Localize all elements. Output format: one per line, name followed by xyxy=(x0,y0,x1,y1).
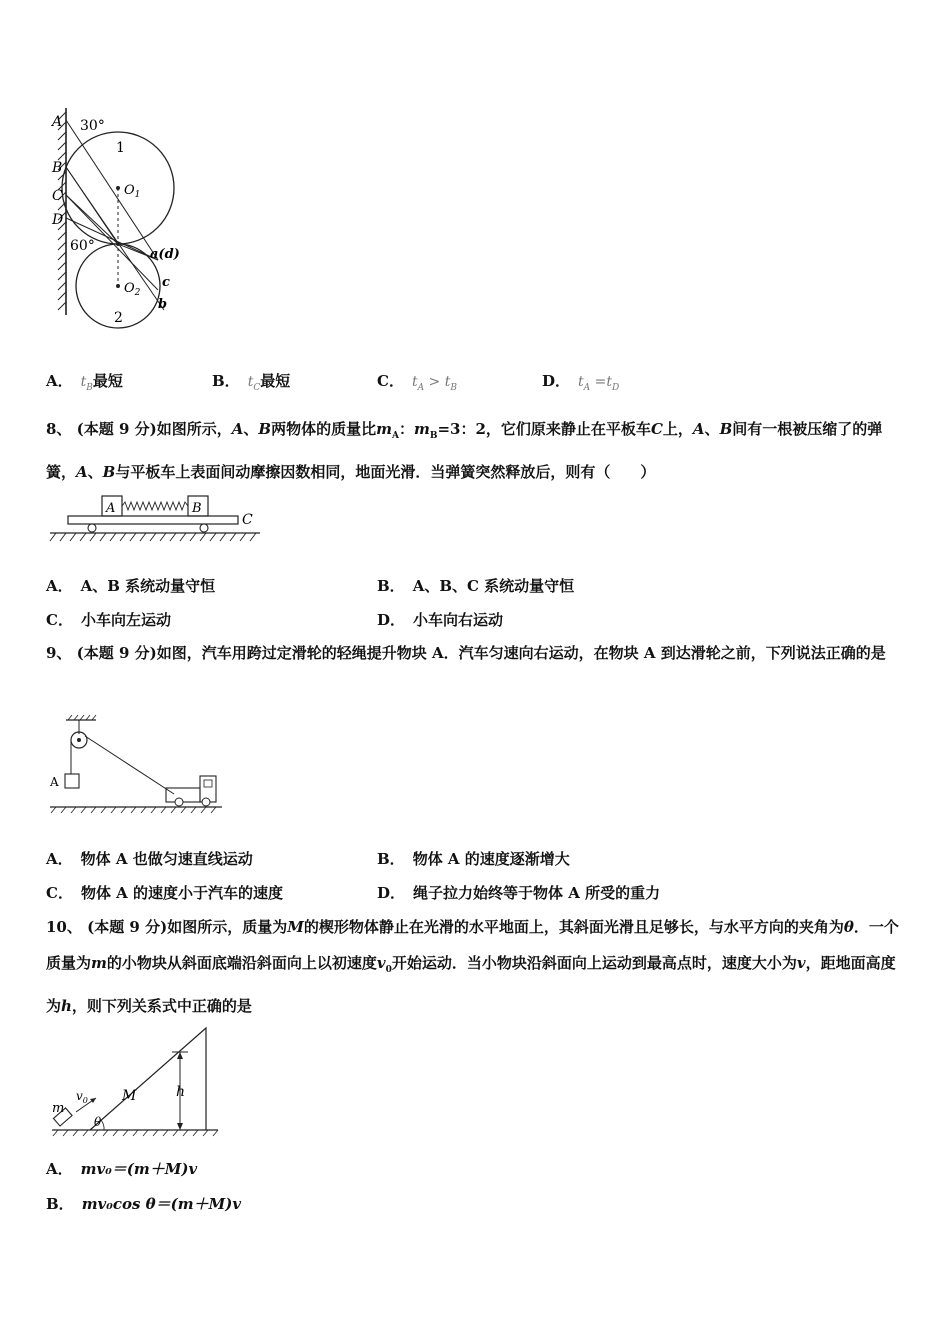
q9-stem: 9、 (本题 9 分)如图，汽车用跨过定滑轮的轻绳提升物块 A．汽车匀速向右运动，在物块 A 到达滑轮之前，下列说法正确的是 xyxy=(46,644,886,662)
q7-center2-label: $O_2$ xyxy=(124,281,141,298)
q8-option-c[interactable]: C． 小车向左运动 xyxy=(46,611,171,629)
q8-stem: 8、 (本题 9 分)如图所示，A、B两物体的质量比$m_A$：$m_B=3$：2，它们原来静止在平板车C上，A、B间有一根被压缩了的弹簧，A、B与平板车上表面间动摩擦因数相同，地面光滑．当弹簧突然释放后，则有（ ） xyxy=(46,420,883,481)
q9-block-label: A xyxy=(50,775,59,789)
q10-stem: 10、 (本题 9 分)如图所示，质量为M的楔形物体静止在光滑的水平地面上，其斜面光滑且足够长，与水平方向的夹角为θ．一个质量为m的小物块从斜面底端沿斜面向上以初速度$v_0$开始运动．当小物块沿斜面向上运动到最高点时，速度大小为v，距地面高度为h，则下列关系式中正确的是 xyxy=(46,918,899,1015)
q10-option-a[interactable]: A． mv₀＝(m＋M)v xyxy=(46,1160,198,1178)
q7-point-a: A xyxy=(52,114,63,130)
q8-block-b-label: B xyxy=(192,501,202,516)
q8-block-a-label: A xyxy=(106,501,116,516)
q7-option-c[interactable]: C． $t_A > t_B$ xyxy=(377,372,457,393)
q10-figure-theta-label: θ xyxy=(94,1115,102,1129)
q9-option-c[interactable]: C． 物体 A 的速度小于汽车的速度 xyxy=(46,884,284,902)
q7-angle-60: 60° xyxy=(70,238,95,254)
q10-figure xyxy=(46,1022,226,1142)
q10-figure-v0-label: $v_0$ xyxy=(76,1089,88,1105)
q7-circle2-label: 2 xyxy=(114,310,123,326)
q7-option-b[interactable]: B． $t_C$最短 xyxy=(212,372,291,393)
q7-option-a[interactable]: A． $t_B$最短 xyxy=(46,372,123,393)
q10-figure-m-label: m xyxy=(52,1101,65,1116)
q10-option-b[interactable]: B． mv₀cos θ＝(m＋M)v xyxy=(46,1195,242,1213)
q8-cart-label: C xyxy=(242,512,253,528)
q9-option-a[interactable]: A． 物体 A 也做匀速直线运动 xyxy=(46,850,253,868)
q7-angle-30: 30° xyxy=(80,118,105,134)
q7-point-c: C xyxy=(52,188,63,204)
q9-figure xyxy=(46,714,226,814)
q7-track-b-label: b xyxy=(158,297,168,312)
q7-option-d[interactable]: D． $t_A =t_D$ xyxy=(542,372,620,393)
q7-figure xyxy=(44,100,204,330)
q9-option-b[interactable]: B． 物体 A 的速度逐渐增大 xyxy=(377,850,570,868)
q7-circle1-label: 1 xyxy=(116,140,125,156)
q8-figure xyxy=(46,488,266,546)
q7-point-b: B xyxy=(52,160,63,176)
q7-track-a-label: a(d) xyxy=(150,247,180,262)
q8-option-d[interactable]: D． 小车向右运动 xyxy=(377,611,504,629)
q7-track-c-label: c xyxy=(162,275,170,290)
q8-option-b[interactable]: B． A、B、C 系统动量守恒 xyxy=(377,577,575,595)
q10-figure-h-label: h xyxy=(176,1084,186,1100)
q7-center1-label: $O_1$ xyxy=(124,183,141,200)
q9-option-d[interactable]: D． 绳子拉力始终等于物体 A 所受的重力 xyxy=(377,884,661,902)
q10-figure-M-label: M xyxy=(122,1088,137,1104)
q8-option-a[interactable]: A． A、B 系统动量守恒 xyxy=(46,577,216,595)
q7-point-d: D xyxy=(52,212,64,228)
